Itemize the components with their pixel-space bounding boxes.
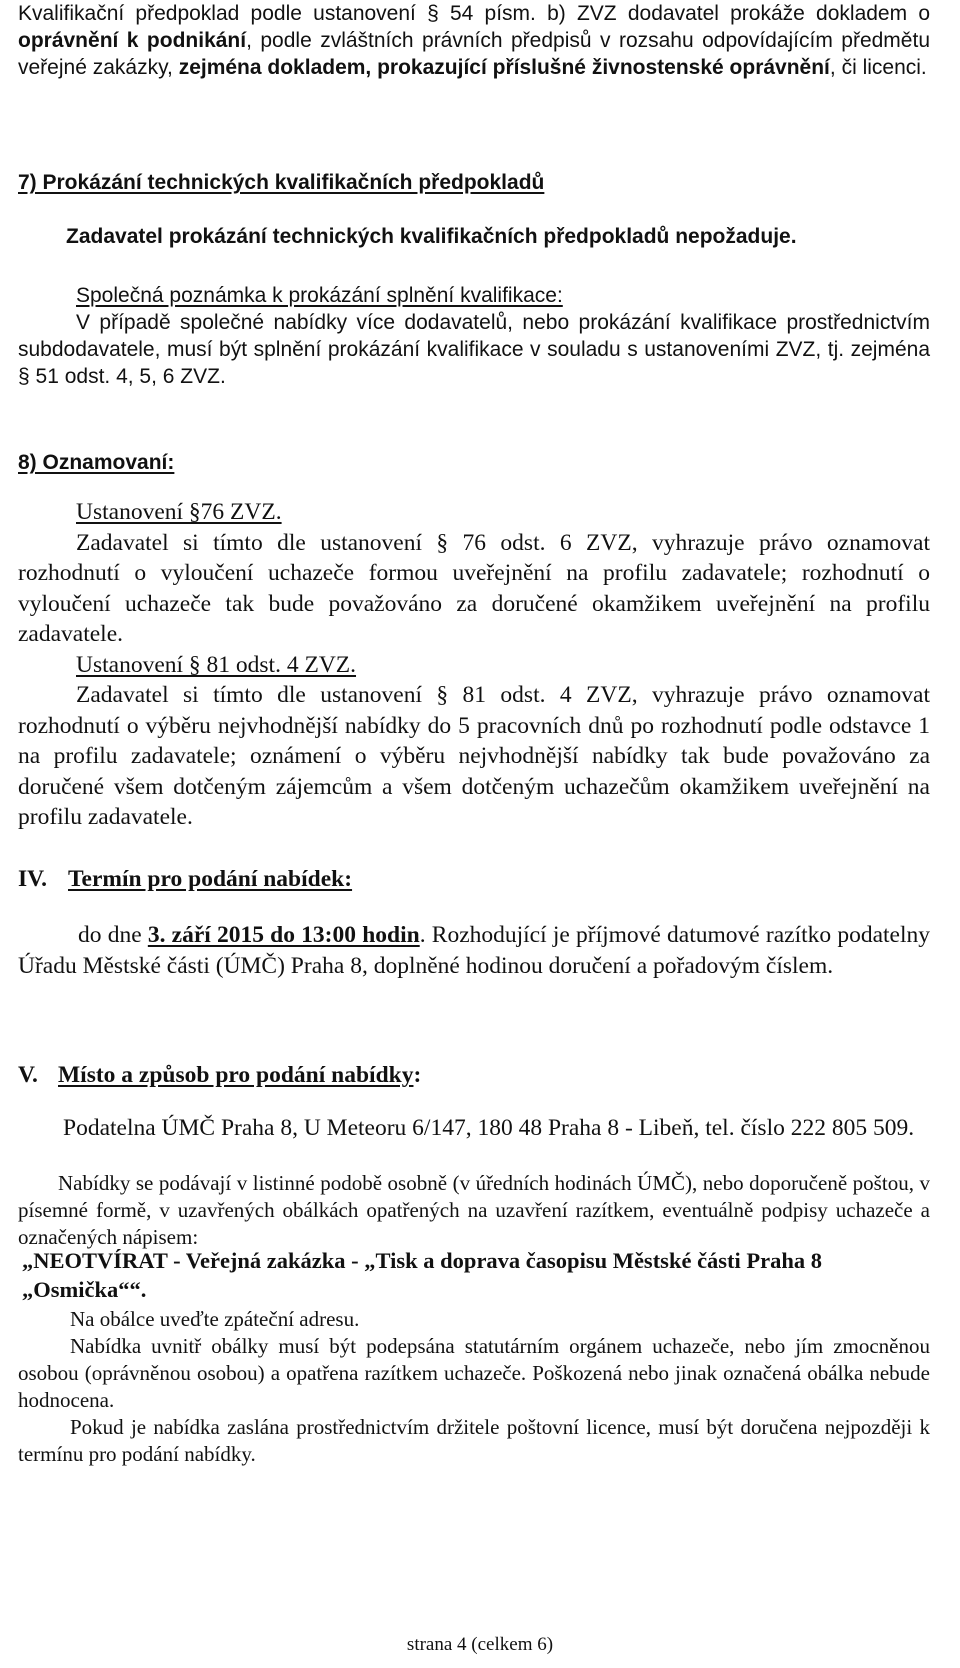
section-v-return-address: Na obálce uveďte zpáteční adresu. bbox=[70, 1307, 360, 1331]
qualification-text-1: Kvalifikační předpoklad podle ustanovení § 54 písm. b) ZVZ dodavatel prokáže dokladem o bbox=[18, 2, 930, 25]
section-v-numeral: V. bbox=[18, 1062, 38, 1088]
qualification-paragraph bbox=[18, 0, 930, 81]
section-v-heading: Místo a způsob pro podání nabídky bbox=[58, 1062, 414, 1088]
section-8-heading: 8) Oznamovaní: bbox=[18, 451, 175, 474]
common-note-text: V případě společné nabídky více dodavatelů, nebo prokázání kvalifikace prostřednictvím subdodavatele, musí být splnění prokázání kvalifikace v souladu s ustanoveními ZVZ, tj. zejména § 51 odst. 4, 5, 6 ZVZ. bbox=[18, 311, 930, 388]
section-v-delivery: Nabídky se podávají v listinné podobě osobně (v úředních hodinách ÚMČ), nebo doporučeně poštou, v písemné formě, v uzavřených obálkách opatřených na uzavření razítkem, eventuálně podpisy uchazeče a označených nápisem: bbox=[18, 1171, 930, 1249]
page-footer: strana 4 (celkem 6) bbox=[406, 1634, 554, 1655]
qualification-bold-1: oprávnění k podnikání bbox=[18, 29, 247, 52]
section-iv-text-b: . Rozhodující je příjmové datumové razítko podatelny Úřadu Městské části (ÚMČ) Praha 8, doplněné hodinou doručení a pořadovým číslem. bbox=[18, 922, 930, 979]
qualification-text-3: , či licenci. bbox=[829, 56, 927, 79]
section-iv-title bbox=[18, 864, 930, 895]
section-8-sub1-heading: Ustanovení §76 ZVZ. bbox=[76, 499, 282, 525]
section-iv-text-a: do dne bbox=[78, 922, 148, 948]
qualification-bold-2: zejména dokladem, prokazující příslušné živnostenské oprávnění bbox=[178, 56, 830, 79]
qualification-text-2: , podle zvláštních právních předpisů v rozsahu odpovídajícím předmětu veřejné zakázky, bbox=[18, 29, 930, 79]
section-8-body bbox=[18, 497, 930, 833]
section-8-sub1-text: Zadavatel si tímto dle ustanovení § 76 odst. 6 ZVZ, vyhrazuje právo oznamovat rozhodnutí o vyloučení uchazeče formou uveřejnění na profilu zadavatele; rozhodnutí o vyloučení uchazeče tak bude považováno za doručené okamžikem uveřejnění na profilu zadavatele. bbox=[18, 529, 930, 647]
section-iv-text bbox=[18, 920, 930, 981]
section-iv-heading: Termín pro podání nabídek: bbox=[68, 866, 353, 892]
section-v-instructions bbox=[18, 1306, 930, 1468]
section-v-address: Podatelna ÚMČ Praha 8, U Meteoru 6/147, 180 48 Praha 8 - Libeň, tel. číslo 222 805 509. bbox=[63, 1115, 915, 1141]
section-8-sub2-heading: Ustanovení § 81 odst. 4 ZVZ. bbox=[76, 651, 357, 678]
section-8-sub2-text: Zadavatel si tímto dle ustanovení § 81 odst. 4 ZVZ, vyhrazuje právo oznamovat rozhodnutí o výběru nejvhodnější nabídky do 5 pracovních dnů po rozhodnutí podle odstavce 1 na profilu zadavatele; oznámení o výběru nejvhodnější nabídky tak bude považováno za doručené všem dotčeným zájemcům a všem dotčeným uchazečům okamžikem uveřejnění na profilu zadavatele. bbox=[18, 682, 930, 830]
common-note-heading: Společná poznámka k prokázání splnění kvalifikace: bbox=[76, 284, 563, 307]
section-iv-deadline: 3. září 2015 do 13:00 hodin bbox=[147, 922, 420, 948]
section-v-envelope-label: „NEOTVÍRAT - Veřejná zakázka - „Tisk a doprava časopisu Městské části Praha 8 „Osmička““. bbox=[22, 1248, 823, 1302]
section-7-statement: Zadavatel prokázání technických kvalifikačních předpokladů nepožaduje. bbox=[66, 225, 797, 248]
section-v-title bbox=[18, 1060, 930, 1091]
section-v-signature: Nabídka uvnitř obálky musí být podepsána statutárním orgánem uchazeče, nebo jím zmocněnou osobou (oprávněnou osobou) a opatřena razítkem uchazeče. Poškozená nebo jinak označená obálka nebude hodnocena. bbox=[18, 1334, 930, 1412]
common-note bbox=[18, 282, 930, 390]
section-v-postal: Pokud je nabídka zaslána prostřednictvím držitele poštovní licence, musí být doručena nejpozději k termínu pro podání nabídky. bbox=[18, 1415, 930, 1466]
section-7-heading: 7) Prokázání technických kvalifikačních předpokladů bbox=[18, 171, 545, 194]
section-iv-numeral: IV. bbox=[18, 866, 47, 892]
section-v-heading-colon: : bbox=[413, 1062, 422, 1088]
